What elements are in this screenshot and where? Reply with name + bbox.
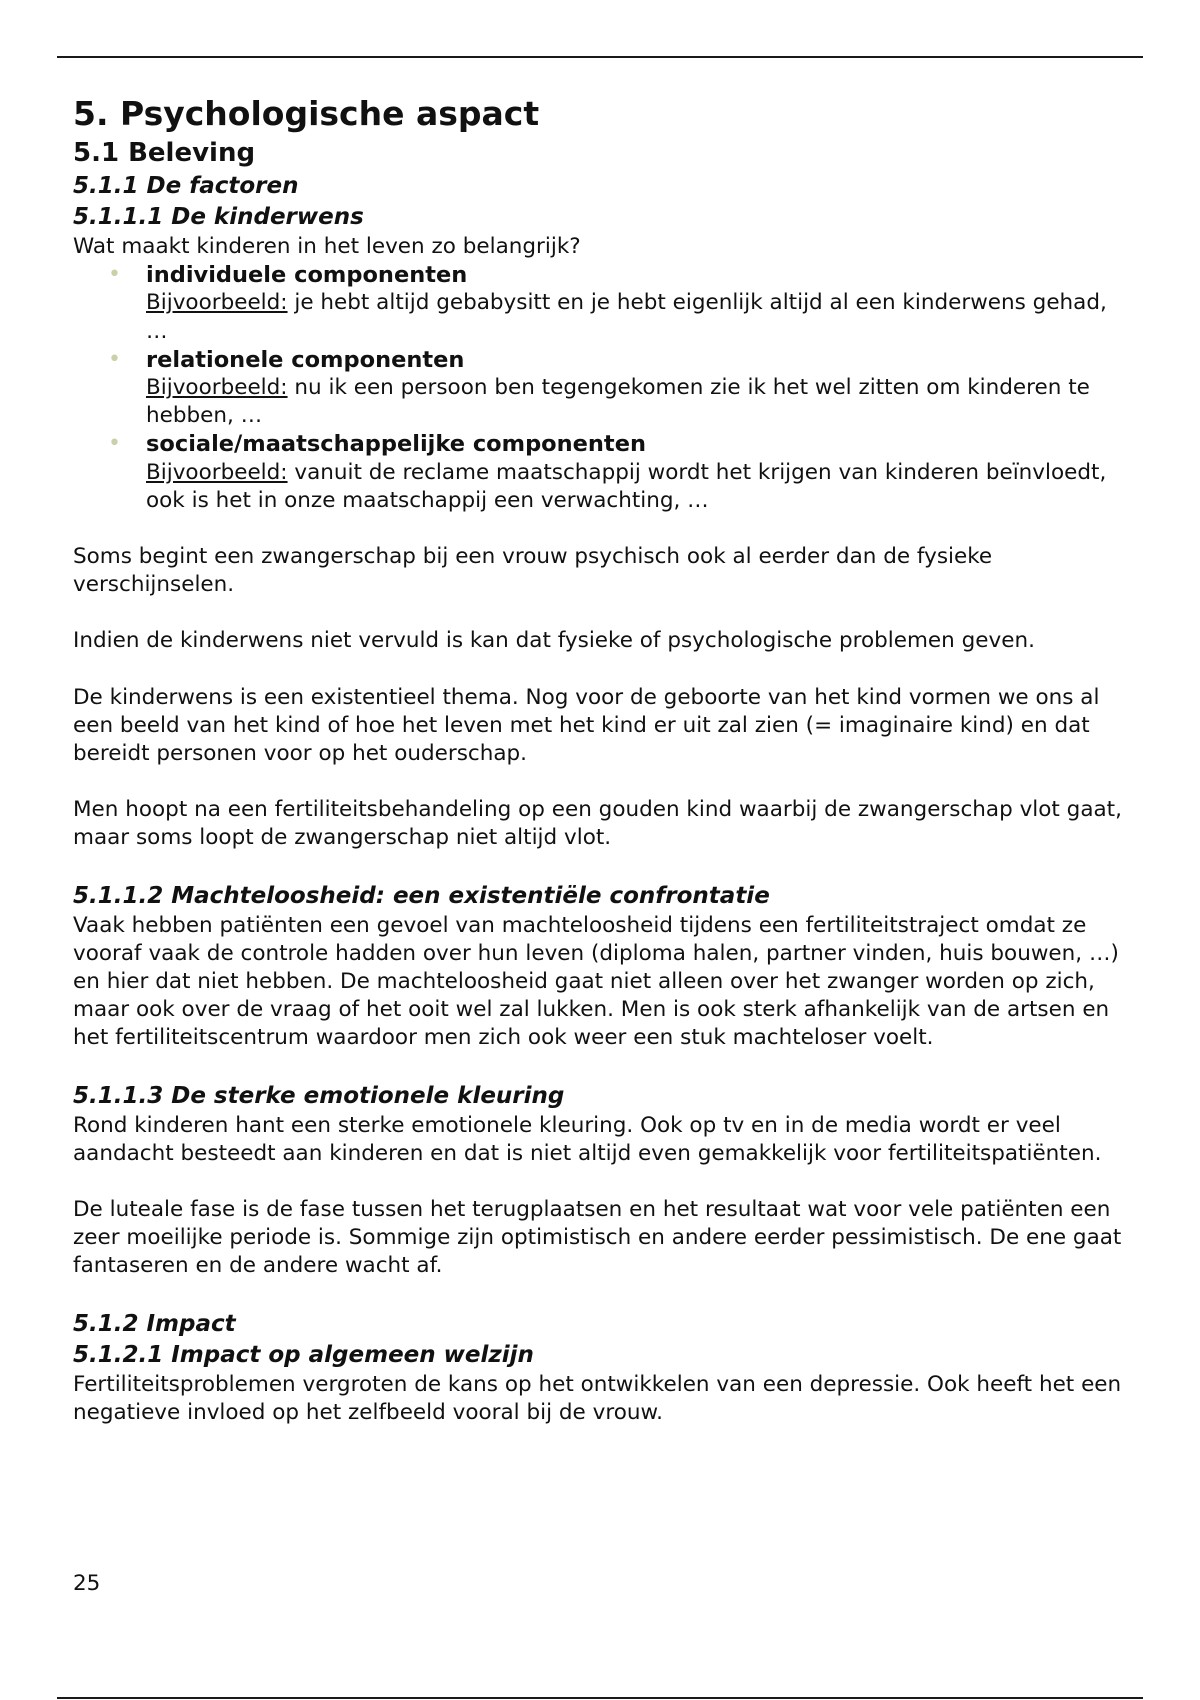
paragraph: Rond kinderen hant een sterke emotionele kleuring. Ook op tv en in de media wordt er veel aandacht besteedt aan kinderen en dat is niet altijd even gemakkelijk voor fertiliteitspatiënten.	[73, 1112, 1102, 1166]
section-title: 5.1 Beleving	[73, 138, 256, 168]
subsubsection-title-kinderwens: 5.1.1.1 De kinderwens	[73, 204, 364, 230]
paragraph: Indien de kinderwens niet vervuld is kan dat fysieke of psychologische problemen geven.	[73, 628, 1035, 654]
example-label: Bijvoorbeeld:	[146, 459, 288, 485]
subsection-title-factoren: 5.1.1 De factoren	[73, 173, 299, 199]
example-text: nu ik een persoon ben tegengekomen zie ik het wel zitten om kinderen te hebben, …	[146, 375, 1090, 429]
footer-rule	[57, 1697, 1143, 1699]
bullet-icon: •	[108, 346, 121, 372]
example-text: je hebt altijd gebabysitt en je hebt eigenlijk altijd al een kinderwens gehad, …	[146, 290, 1107, 344]
component-title: individuele componenten	[146, 262, 468, 289]
subsubsection-title-machteloosheid: 5.1.1.2 Machteloosheid: een existentiële confrontatie	[73, 882, 770, 909]
bullet-icon: •	[108, 262, 121, 288]
chapter-title: 5. Psychologische aspact	[73, 94, 540, 133]
subsubsection-title-welzijn: 5.1.2.1 Impact op algemeen welzijn	[73, 1341, 534, 1368]
kinderwens-intro: Wat maakt kinderen in het leven zo belangrijk?	[73, 234, 581, 259]
component-example	[146, 374, 1133, 430]
subsubsection-title-kleuring: 5.1.1.3 De sterke emotionele kleuring	[73, 1082, 565, 1109]
page-number: 25	[73, 1571, 101, 1596]
paragraph: De luteale fase is de fase tussen het terugplaatsen en het resultaat wat voor vele patiënten een zeer moeilijke periode is. Sommige zijn optimistisch en andere eerder pessimistisch. De ene gaat fantaseren en de andere wacht af.	[73, 1197, 1122, 1279]
component-example	[146, 459, 1133, 515]
example-label: Bijvoorbeeld:	[146, 290, 288, 316]
list-item	[108, 430, 1133, 515]
bullet-icon: •	[108, 431, 121, 457]
paragraph: Men hoopt na een fertiliteitsbehandeling op een gouden kind waarbij de zwangerschap vlot gaat, maar soms loopt de zwangerschap niet altijd vlot.	[73, 797, 1122, 851]
paragraph: Soms begint een zwangerschap bij een vrouw psychisch ook al eerder dan de fysieke verschijnselen.	[73, 544, 993, 598]
example-text: vanuit de reclame maatschappij wordt het krijgen van kinderen beïnvloedt, ook is het in onze maatschappij een verwachting, …	[146, 459, 1107, 513]
paragraph: De kinderwens is een existentieel thema. Nog voor de geboorte van het kind vormen we ons al een beeld van het kind of hoe het leven met het kind er uit zal zien (= imaginaire kind) en dat bereidt personen voor op het ouderschap.	[73, 684, 1100, 767]
components-list	[73, 261, 1133, 515]
component-title: sociale/maatschappelijke componenten	[146, 431, 646, 458]
paragraph: Fertiliteitsproblemen vergroten de kans op het ontwikkelen van een depressie. Ook heeft het een negatieve invloed op het zelfbeeld vooral bij de vrouw.	[73, 1371, 1122, 1425]
subsection-title-impact: 5.1.2 Impact	[73, 1310, 236, 1337]
document-body	[73, 92, 1133, 1427]
list-item	[108, 261, 1133, 346]
header-rule	[57, 56, 1143, 58]
example-label: Bijvoorbeeld:	[146, 375, 288, 401]
paragraph: Vaak hebben patiënten een gevoel van machteloosheid tijdens een fertiliteitstraject omdat ze vooraf vaak de controle hadden over hun leven (diploma halen, partner vinden, huis bouwen, …) en hier dat niet hebben. De machteloosheid gaat niet alleen over het zwanger worden op zich, maar ook over de vraag of het ooit wel zal lukken. Men is ook sterk afhankelijk van de artsen en het fertiliteitscentrum waardoor men zich ook weer een stuk machteloser voelt.	[73, 912, 1119, 1051]
component-title: relationele componenten	[146, 346, 465, 373]
list-item	[108, 346, 1133, 431]
component-example	[146, 289, 1133, 345]
